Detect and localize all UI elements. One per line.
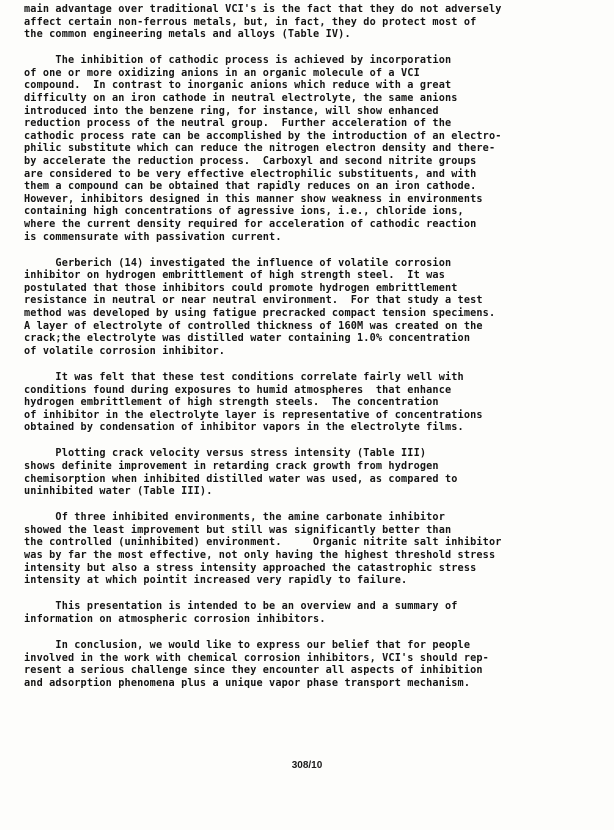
paragraph-gap xyxy=(24,435,610,449)
text-line: uninhibited water (Table III). xyxy=(24,486,213,498)
text-line: the controlled (uninhibited) environment. Organic nitrite salt inhibitor xyxy=(24,537,502,549)
text-line: of one or more oxidizing anions in an organic molecule of a VCI xyxy=(24,67,420,79)
paragraph xyxy=(24,258,610,359)
text-line: shows definite improvement in retarding crack growth from hydrogen xyxy=(24,461,439,472)
text-line: resent a serious challenge since they encounter all aspects of inhibition xyxy=(24,665,483,677)
text-line: by accelerate the reduction process. Carboxyl and second nitrite groups xyxy=(24,156,477,168)
text-line: crack;the electrolyte was distilled water containing 1.0% concentration xyxy=(24,333,471,345)
text-line: them a compound can be obtained that rapidly reduces on an iron cathode. xyxy=(24,181,477,193)
text-line: affect certain non-ferrous metals, but, in fact, they do protect most of xyxy=(24,16,477,28)
paragraph xyxy=(24,4,610,42)
paragraph-gap xyxy=(24,499,610,513)
text-line: showed the least improvement but still was significantly better than xyxy=(24,524,452,536)
text-line: is commensurate with passivation current. xyxy=(24,231,282,243)
text-line: Plotting crack velocity versus stress intensity (Table III) xyxy=(24,448,427,460)
text-line: where the current density required for acceleration of cathodic reaction xyxy=(24,219,477,230)
text-line: inhibitor on hydrogen embrittlement of high strength steel. It was xyxy=(24,270,445,282)
text-line: intensity but also a stress intensity approached the catastrophic stress xyxy=(24,562,477,574)
text-line: intensity at which pointit increased very rapidly to failure. xyxy=(24,575,408,587)
text-line: the common engineering metals and alloys (Table IV). xyxy=(24,29,351,41)
text-line: This presentation is intended to be an overview and a summary of xyxy=(24,601,458,613)
text-line: information on atmospheric corrosion inhibitors. xyxy=(24,613,326,625)
text-line: compound. In contrast to inorganic anions which reduce with a great xyxy=(24,80,452,92)
text-line: A layer of electrolyte of controlled thickness of 160M was created on the xyxy=(24,320,483,332)
text-line: conditions found during exposures to humid atmospheres that enhance xyxy=(24,384,452,396)
paragraph-gap xyxy=(24,588,610,602)
text-line: In conclusion, we would like to express our belief that for people xyxy=(24,640,471,652)
text-line: of inhibitor in the electrolyte layer is representative of concentrations xyxy=(24,409,483,421)
text-line: main advantage over traditional VCI's is the fact that they do not adversely xyxy=(24,4,502,15)
paragraph xyxy=(24,512,610,588)
text-line: It was felt that these test conditions correlate fairly well with xyxy=(24,371,464,383)
text-line: reduction process of the neutral group. Further acceleration of the xyxy=(24,118,452,130)
text-line: resistance in neutral or near neutral environment. For that study a test xyxy=(24,295,483,307)
text-line: of volatile corrosion inhibitor. xyxy=(24,345,226,357)
paragraph xyxy=(24,448,610,498)
text-line: obtained by condensation of inhibitor vapors in the electrolyte films. xyxy=(24,422,464,434)
page-number: 308/10 xyxy=(291,760,323,771)
text-line: Gerberich (14) investigated the influence of volatile corrosion xyxy=(24,257,452,269)
paragraph-gap xyxy=(24,358,610,372)
body-text xyxy=(24,4,610,690)
paragraph xyxy=(24,372,610,435)
text-line: difficulty on an iron cathode in neutral electrolyte, the same anions xyxy=(24,93,458,105)
paragraph-gap xyxy=(24,244,610,258)
paragraph-gap xyxy=(24,42,610,56)
text-line: However, inhibitors designed in this manner show weakness in environments xyxy=(24,193,483,205)
paragraph xyxy=(24,55,610,244)
text-line: cathodic process rate can be accomplished by the introduction of an electro- xyxy=(24,130,502,142)
paragraph-gap xyxy=(24,627,610,641)
text-line: postulated that those inhibitors could promote hydrogen embrittlement xyxy=(24,282,458,294)
paragraph xyxy=(24,601,610,626)
text-line: introduced into the benzene ring, for instance, will show enhanced xyxy=(24,105,439,117)
text-line: Of three inhibited environments, the amine carbonate inhibitor xyxy=(24,512,445,524)
text-line: chemisorption when inhibited distilled water was used, as compared to xyxy=(24,473,458,485)
text-line: was by far the most effective, not only having the highest threshold stress xyxy=(24,550,496,562)
text-line: philic substitute which can reduce the nitrogen electron density and there- xyxy=(24,143,496,155)
text-line: and adsorption phenomena plus a unique vapor phase transport mechanism. xyxy=(24,677,471,689)
text-line: containing high concentrations of agressive ions, i.e., chloride ions, xyxy=(24,206,464,218)
text-line: hydrogen embrittlement of high strength steels. The concentration xyxy=(24,397,439,409)
text-line: are considered to be very effective electrophilic substituents, and with xyxy=(24,168,477,180)
text-line: The inhibition of cathodic process is achieved by incorporation xyxy=(24,55,452,67)
paragraph xyxy=(24,640,610,690)
text-line: method was developed by using fatigue precracked compact tension specimens. xyxy=(24,308,496,320)
text-line: involved in the work with chemical corrosion inhibitors, VCI's should rep- xyxy=(24,652,489,664)
